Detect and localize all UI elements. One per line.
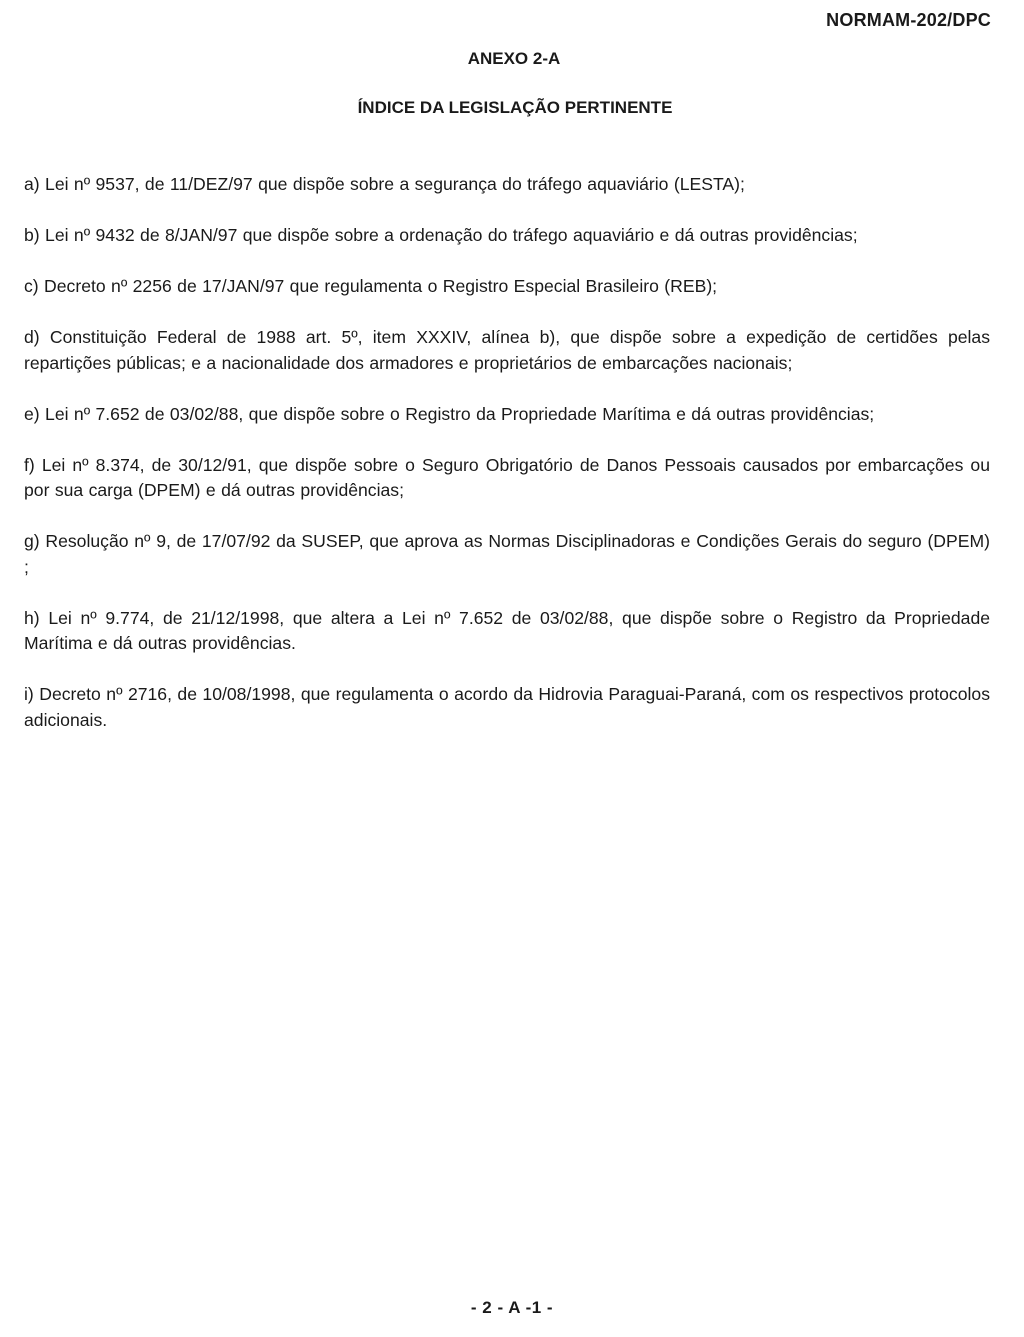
- item-marker: g): [24, 531, 40, 551]
- item-text: Decreto nº 2716, de 10/08/1998, que regulamenta o acordo da Hidrovia Paraguai-Paraná, com os respectivos protocolos adicionais.: [24, 684, 990, 730]
- item-marker: c): [24, 276, 39, 296]
- annex-title: ANEXO 2-A: [467, 49, 561, 68]
- item-marker: e): [24, 403, 40, 424]
- page-number: - 2 - A -1 -: [470, 1298, 554, 1317]
- item-marker: i): [24, 684, 34, 704]
- item-text: Lei nº 9432 de 8/JAN/97 que dispõe sobre a ordenação do tráfego aquaviário e dá outras providências;: [45, 225, 858, 245]
- item-text: Lei nº 7.652 de 03/02/88, que dispõe sobre o Registro da Propriedade Marítima e dá outras providências;: [45, 403, 875, 424]
- list-item-e: [24, 402, 990, 428]
- item-marker: b): [24, 225, 40, 245]
- list-item-d: [24, 325, 990, 376]
- item-text: Lei nº 8.374, de 30/12/91, que dispõe sobre o Seguro Obrigatório de Danos Pessoais causados por embarcações ou por sua carga (DPEM) e dá outras providências;: [24, 454, 990, 500]
- item-text: Constituição Federal de 1988 art. 5º, item XXXIV, alínea b), que dispõe sobre a expedição de certidões pelas repartições públicas; e a nacionalidade dos armadores e proprietários de embarcações nacionais;: [24, 327, 990, 373]
- item-text: Lei nº 9.774, de 21/12/1998, que altera a Lei nº 7.652 de 03/02/88, que dispõe sobre o Registro da Propriedade Marítima e dá outras providências.: [24, 607, 991, 653]
- index-title: ÍNDICE DA LEGISLAÇÃO PERTINENTE: [357, 98, 673, 117]
- list-item-a: [24, 172, 990, 198]
- item-text: Resolução nº 9, de 17/07/92 da SUSEP, que aprova as Normas Disciplinadoras e Condições Gerais do seguro (DPEM) ;: [24, 531, 990, 577]
- list-item-c: [24, 274, 990, 300]
- list-item-b: [24, 223, 990, 249]
- item-marker: d): [24, 327, 40, 347]
- list-item-i: [24, 682, 990, 733]
- list-item-h: [24, 606, 990, 657]
- item-marker: h): [24, 607, 40, 628]
- document-code: NORMAM-202/DPC: [826, 10, 991, 30]
- list-item-f: [24, 453, 990, 504]
- legislation-list: [24, 172, 990, 759]
- item-text: Lei nº 9537, de 11/DEZ/97 que dispõe sobre a segurança do tráfego aquaviário (LESTA);: [45, 174, 745, 194]
- list-item-g: [24, 529, 990, 580]
- item-text: Decreto nº 2256 de 17/JAN/97 que regulamenta o Registro Especial Brasileiro (REB);: [44, 276, 718, 296]
- item-marker: f): [24, 454, 35, 475]
- item-marker: a): [24, 174, 40, 194]
